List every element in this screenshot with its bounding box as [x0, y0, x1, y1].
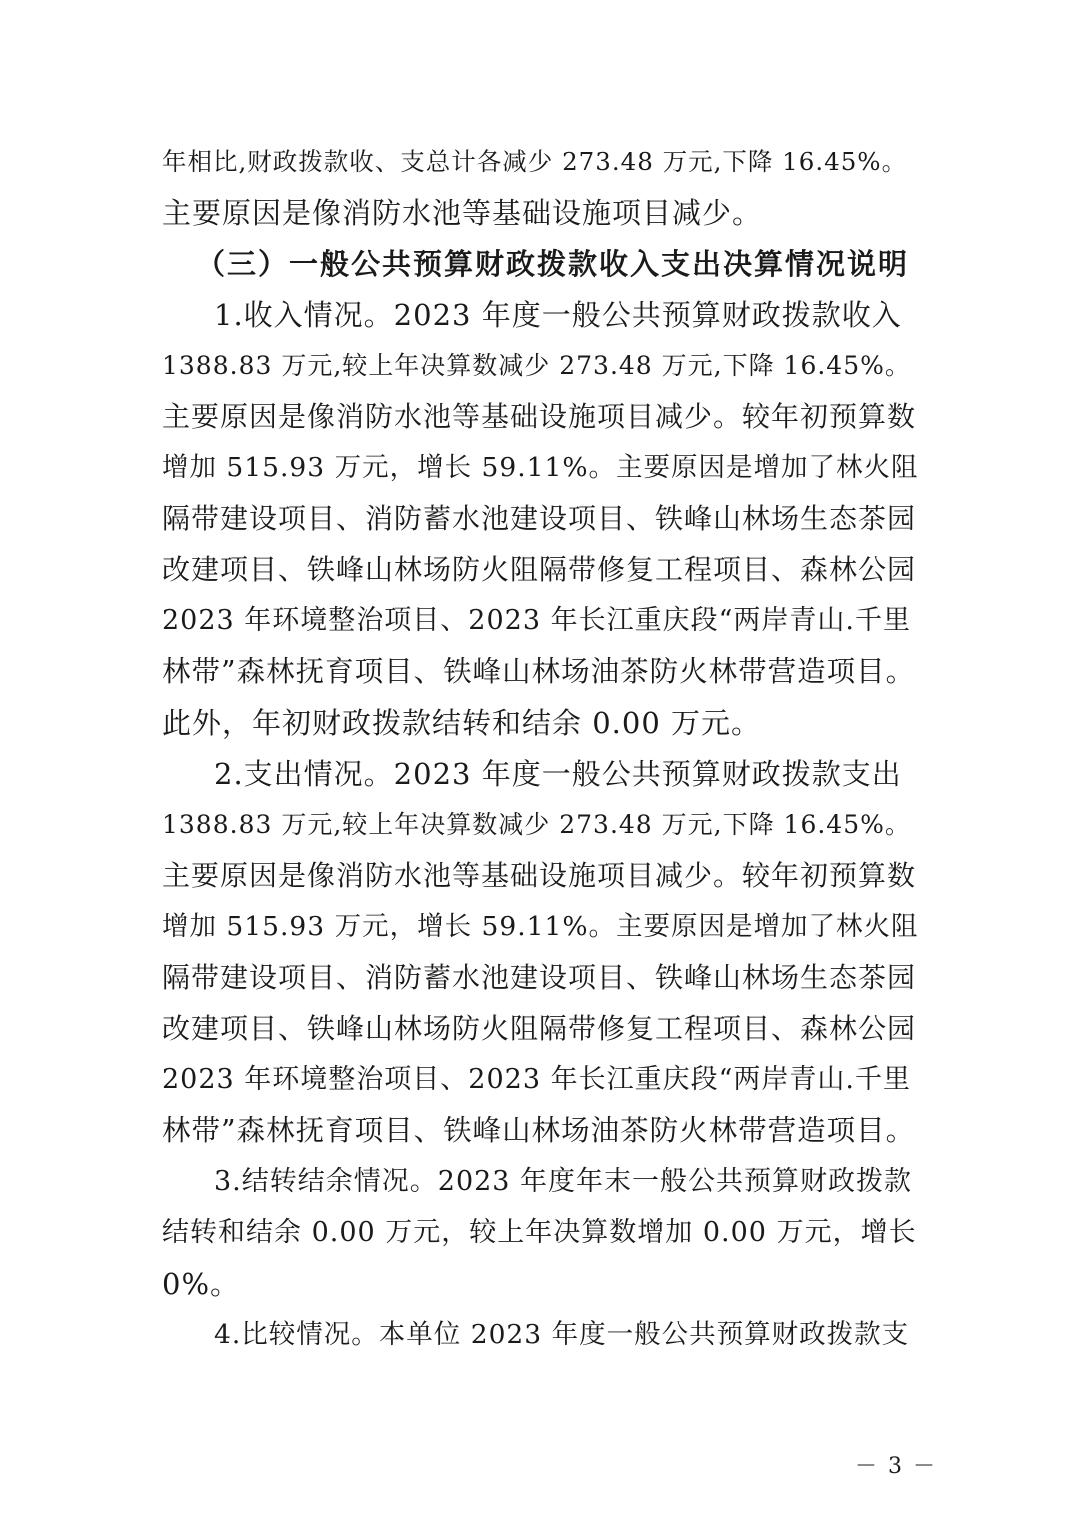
- paragraph-start: 3.结转结余情况。2023 年度年末一般公共预算财政拨款: [214, 1166, 913, 1197]
- text-line: 主要原因是像消防水池等基础设施项目减少。: [162, 196, 763, 230]
- text-line: 年相比,财政拨款收、支总计各减少 273.48 万元,下降 16.45%。: [162, 147, 908, 176]
- text-line: 2023 年环境整治项目、2023 年长江重庆段“两岸青山.千里: [162, 605, 911, 636]
- text-line: 结转和结余 0.00 万元，较上年决算数增加 0.00 万元，增长: [162, 1217, 917, 1248]
- text-line: 隔带建设项目、消防蓄水池建设项目、铁峰山林场生态茶园: [162, 502, 917, 535]
- text-line: 隔带建设项目、消防蓄水池建设项目、铁峰山林场生态茶园: [162, 961, 917, 994]
- text-line: 林带”森林抚育项目、铁峰山林场油茶防火林带营造项目。: [162, 1114, 916, 1147]
- text-line: 主要原因是像消防水池等基础设施项目减少。较年初预算数: [162, 859, 917, 892]
- text-line: 主要原因是像消防水池等基础设施项目减少。较年初预算数: [162, 400, 917, 433]
- text-line: 1388.83 万元,较上年决算数减少 273.48 万元,下降 16.45%。: [162, 810, 911, 839]
- text-line: 林带”森林抚育项目、铁峰山林场油茶防火林带营造项目。: [162, 655, 916, 688]
- page-number: － 3 －: [855, 1454, 937, 1479]
- paragraph-start: 4.比较情况。本单位 2023 年度一般公共预算财政拨款支: [214, 1319, 910, 1350]
- section-heading: （三）一般公共预算财政拨款收入支出决算情况说明: [196, 247, 910, 281]
- text-line: 2023 年环境整治项目、2023 年长江重庆段“两岸青山.千里: [162, 1064, 911, 1095]
- text-line: 此外，年初财政拨款结转和结余 0.00 万元。: [162, 706, 762, 740]
- text-line: 改建项目、铁峰山林场防火阻隔带修复工程项目、森林公园: [162, 553, 917, 586]
- text-line: 增加 515.93 万元，增长 59.11%。主要原因是增加了林火阻: [162, 911, 919, 942]
- paragraph-start: 1.收入情况。2023 年度一般公共预算财政拨款收入: [214, 298, 902, 332]
- paragraph-start: 2.支出情况。2023 年度一般公共预算财政拨款支出: [214, 757, 902, 791]
- text-line: 0%。: [162, 1267, 241, 1301]
- text-line: 1388.83 万元,较上年决算数减少 273.48 万元,下降 16.45%。: [162, 351, 911, 380]
- text-line: 增加 515.93 万元，增长 59.11%。主要原因是增加了林火阻: [162, 452, 919, 483]
- text-line: 改建项目、铁峰山林场防火阻隔带修复工程项目、森林公园: [162, 1012, 917, 1045]
